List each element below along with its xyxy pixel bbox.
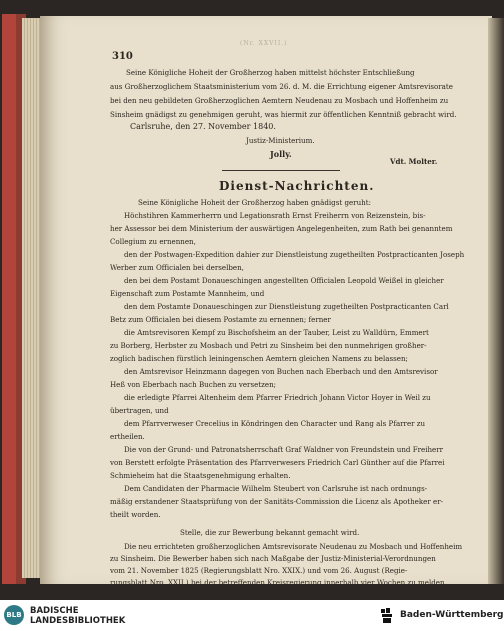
body-line: Höchstihren Kammerherrn und Legationsrath Ernst Freiherrn von Reizenstein, bis- <box>124 211 426 220</box>
state-name[interactable]: Baden-Württemberg <box>400 610 504 620</box>
notice-line: Seine Königliche Hoheit der Großherzog haben mittelst höchster Entschließung <box>126 68 415 77</box>
library-name[interactable] <box>30 606 125 626</box>
body-line: den dem Postamte Donaueschingen zur Dienstleistung zugetheilten Postpracticanten Carl <box>124 302 449 311</box>
library-name-line1: BADISCHE <box>30 606 79 616</box>
body-line: Heß von Eberbach nach Buchen zu versetzen; <box>110 380 277 389</box>
notice-line: bei den neu gebildeten Großherzoglichen Aemtern Neudenau zu Mosbach und Hoffenheim zu <box>110 96 449 105</box>
body-line: Betz zum Officialen bei diesem Postamte zu ernennen; ferner <box>110 315 331 324</box>
body-line: Schmieheim hat die Staatsgenehmigung erhalten. <box>110 471 291 480</box>
notice-line: Sinsheim gnädigst zu genehmigen geruht, was hiermit zur öffentlichen Kenntniß gebracht wird. <box>110 110 457 119</box>
vacancy-line: rungsblatt Nro. XXII.) bei der betreffenden Kreisregierung innerhalb vier Wochen zu melden. <box>110 578 447 587</box>
library-name-line2: LANDESBIBLIOTHEK <box>30 616 126 626</box>
body-line: zu Borberg, Herbster zu Mosbach und Petri zu Sinsheim bei den nunmehrigen großher- <box>110 341 427 350</box>
page-stack <box>22 18 42 578</box>
body-line: Seine Königliche Hoheit der Großherzog haben gnädigst geruht: <box>138 198 371 207</box>
footer-bar <box>0 600 504 631</box>
body-line: Dem Candidaten der Pharmacie Wilhelm Steubert von Carlsruhe ist nach ordnungs- <box>124 484 428 493</box>
body-line: den Amtsrevisor Heinzmann dagegen von Buchen nach Eberbach und den Amtsrevisor <box>124 367 438 376</box>
body-line: den der Postwagen-Expedition dahier zur Dienstleistung zugetheilten Postpracticanten Joseph <box>124 250 465 259</box>
notice-line: aus Großherzoglichem Staatsministerium vom 26. d. M. die Errichtung eigener Amtsrevisorate <box>110 82 453 91</box>
body-line: Collegium zu ernennen, <box>110 237 196 246</box>
page-number: 310 <box>112 51 133 62</box>
body-line: den bei dem Postamt Donaueschingen angestellten Officialen Leopold Weißel in gleicher <box>124 276 444 285</box>
body-line: Die von der Grund- und Patronatsherrschaft Graf Waldner von Freundstein und Freiherr <box>124 445 444 454</box>
body-line: her Assessor bei dem Ministerium der auswärtigen Angelegenheiten, zum Rath bei genanntem <box>110 224 453 233</box>
body-line: theilt worden. <box>110 510 161 519</box>
bleed-through-header: (Nr. XXVII.) <box>240 40 288 47</box>
blb-logo[interactable]: BLB <box>4 605 24 625</box>
date-line: Carlsruhe, den 27. November 1840. <box>130 122 276 131</box>
body-line: die Amtsrevisoren Kempf zu Bischofsheim an der Tauber, Leist zu Walldürn, Emmert <box>124 328 429 337</box>
page-right-edge <box>488 18 504 584</box>
vacancy-title: Stelle, die zur Bewerbung bekannt gemacht wird. <box>180 528 360 537</box>
body-line: Werber zum Officialen bei derselben, <box>110 263 244 272</box>
signer-name: Jolly. <box>270 149 292 159</box>
secretary-name: Vdt. Molter. <box>390 157 438 166</box>
body-line: die erledigte Pfarrei Altenheim dem Pfarrer Friedrich Johann Victor Hoyer in Weil zu <box>124 393 431 402</box>
body-line: übertragen, und <box>110 406 169 415</box>
body-line: dem Pfarrverweser Crecelius in Köndringen den Character und Rang als Pfarrer zu <box>124 419 426 428</box>
body-line: zoglich badischen fürstlich leiningenschen Aemtern gleichen Namens zu belassen; <box>110 354 408 363</box>
body-line: Eigenschaft zum Postamte Mannheim, und <box>110 289 265 298</box>
body-line: von Berstett erfolgte Präsentation des Pfarrverwesers Friedrich Carl Günther auf die Pfarrei <box>110 458 445 467</box>
vacancy-line: zu Sinsheim. Die Bewerber haben sich nach Maßgabe der Justiz-Ministerial-Verordnungen <box>110 554 436 563</box>
baden-wuerttemberg-lion-icon <box>380 607 394 624</box>
body-line: mäßig erstandener Staatsprüfung von der Sanitäts-Commission die Licenz als Apotheker er- <box>110 497 444 506</box>
ministry-name: Justiz-Ministerium. <box>246 136 315 145</box>
section-title: Dienst-Nachrichten. <box>219 179 375 193</box>
vacancy-line: vom 21. November 1825 (Regierungsblatt Nro. XXIX.) und vom 26. August (Regie- <box>110 566 408 575</box>
separator-rule <box>222 170 340 171</box>
vacancy-line: Die neu errichteten großherzoglichen Amtsrevisorate Neudenau zu Mosbach und Hoffenheim <box>124 542 463 551</box>
body-line: ertheilen. <box>110 432 145 441</box>
